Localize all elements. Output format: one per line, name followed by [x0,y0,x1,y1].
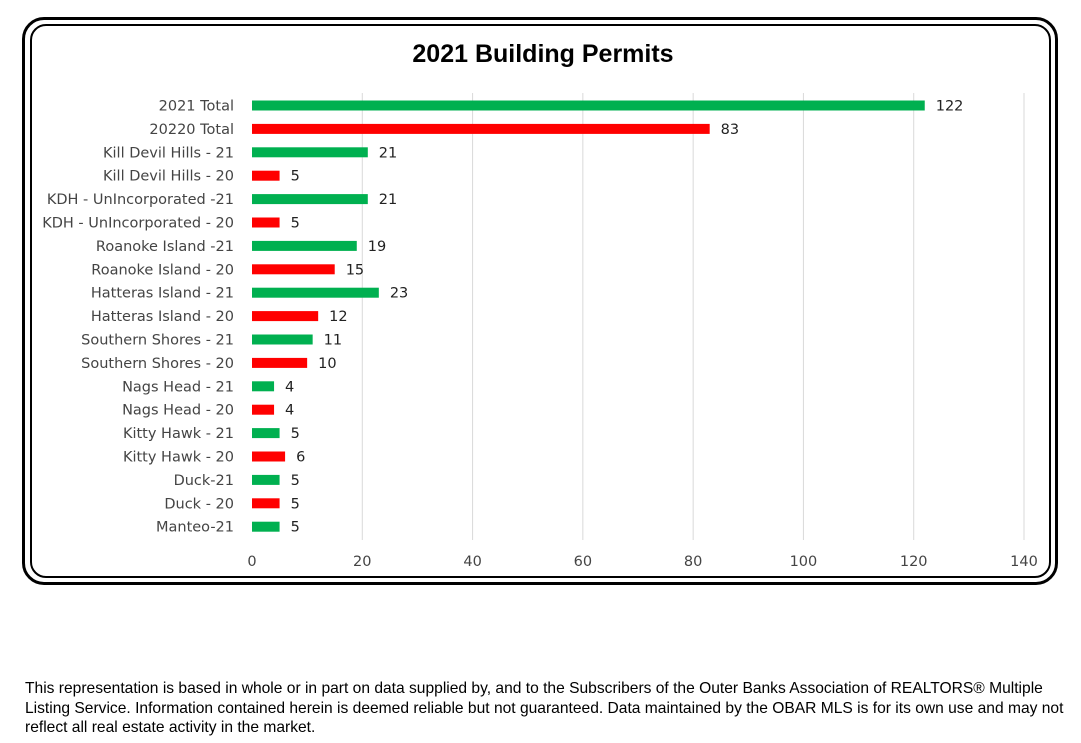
data-label: 21 [378,192,398,209]
data-label: 122 [935,98,964,115]
bar [252,475,280,485]
x-tick-label: 60 [573,554,593,570]
data-label: 4 [285,402,295,419]
bar [252,218,280,228]
category-label: Southern Shores - 21 [81,332,234,349]
bar [252,311,318,321]
data-label: 5 [290,496,300,513]
bar [252,194,368,204]
bar [252,522,280,532]
bar [252,171,280,181]
category-label: KDH - UnIncorporated -21 [46,192,234,209]
category-label: Nags Head - 20 [122,402,234,419]
x-tick-label: 40 [463,554,482,570]
value-labels [285,99,963,536]
category-label: Kitty Hawk - 20 [122,449,234,466]
category-label: Southern Shores - 20 [81,355,234,372]
bar [252,335,313,345]
category-label: Kill Devil Hills - 21 [103,145,234,162]
data-label: 5 [290,426,300,443]
category-label: Kill Devil Hills - 20 [103,168,234,185]
data-label: 21 [378,145,398,162]
x-tick-label: 120 [899,554,928,570]
category-label: Duck - 20 [164,496,234,513]
bar [252,241,357,251]
disclaimer-text: This representation is based in whole or in part on data supplied by, and to the Subscribers of the Outer Banks Association of REALTORS® Multiple Listing Service. Information contained herein is deemed reliable but not guaranteed. Data maintained by the OBAR MLS is for its own use and may not reflect all real estate activity in the market. [25,680,1064,736]
data-label: 19 [367,238,387,255]
bar [252,101,925,111]
category-label: Hatteras Island - 20 [90,309,234,326]
category-label: Kitty Hawk - 21 [122,426,234,443]
bar [252,428,280,438]
x-tick-label: 20 [353,554,372,570]
data-label: 12 [329,309,348,326]
bar [252,288,379,298]
category-label: Roanoke Island -21 [95,238,234,255]
category-label: Manteo-21 [155,519,234,536]
x-tick-label: 100 [789,554,818,570]
bar [252,264,335,274]
data-label: 83 [720,121,740,138]
data-label: 5 [290,215,300,232]
data-label: 5 [290,519,300,536]
bar [252,452,285,462]
bar [252,358,307,368]
data-label: 5 [290,472,300,489]
chart-title: 2021 Building Permits [412,40,674,68]
x-axis-ticks [247,554,1037,570]
bar [252,147,368,157]
data-label: 4 [285,379,295,396]
bar [252,498,280,508]
x-tick-label: 80 [683,554,703,570]
category-label: Duck-21 [173,472,234,489]
grid-layer [362,93,1024,540]
category-label: Roanoke Island - 20 [91,262,234,279]
data-label: 10 [318,355,337,372]
category-label: 20220 Total [149,121,234,138]
bar [252,124,710,134]
category-label: 2021 Total [158,98,234,115]
data-label: 11 [323,332,343,349]
data-label: 23 [389,285,409,302]
data-label: 6 [296,449,306,466]
data-label: 15 [345,262,365,279]
bar [252,405,274,415]
category-labels [42,99,234,536]
data-label: 5 [290,168,300,185]
category-label: KDH - UnIncorporated - 20 [42,215,234,232]
bar [252,381,274,391]
x-tick-label: 140 [1010,554,1038,570]
category-label: Hatteras Island - 21 [90,285,234,302]
x-tick-label: 0 [247,554,257,570]
category-label: Nags Head - 21 [122,379,234,396]
bar-layer [252,101,925,532]
